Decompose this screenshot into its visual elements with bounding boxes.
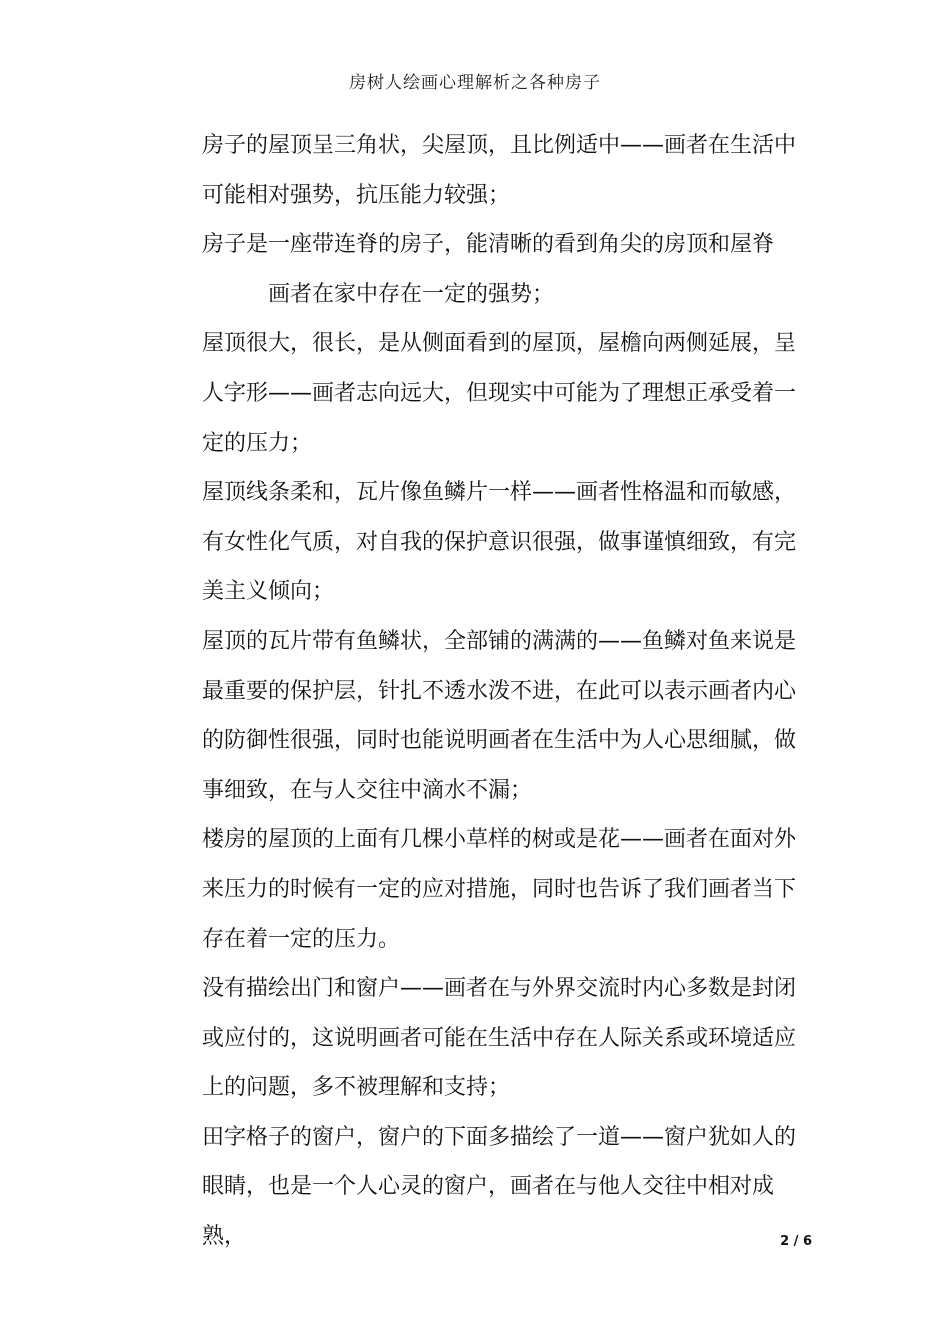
page-header-title: 房树人绘画心理解析之各种房子 <box>349 73 601 93</box>
page-number: 2 / 6 <box>780 1234 812 1249</box>
paragraph-connected-ridge: 房子是一座带连脊的房子，能清晰的看到角尖的房顶和屋脊 <box>202 232 775 258</box>
document-body <box>202 121 812 1262</box>
paragraph-fish-scale-tiles: 屋顶的瓦片带有鱼鳞状，全部铺的满满的——鱼鳞对鱼来说是最重要的保护层，针扎不透水泼不进，在此可以表示画者内心的防御性很强，同时也能说明画者在生活中为人心思细腻，做事细致，在与人交往中滴水不漏； <box>202 628 797 803</box>
paragraph-roof-triangle: 房子的屋顶呈三角状，尖屋顶，且比例适中——画者在生活中可能相对强势，抗压能力较强； <box>202 133 797 208</box>
paragraph-soft-roof-lines: 屋顶线条柔和，瓦片像鱼鳞片一样——画者性格温和而敏感，有女性化气质，对自我的保护意识很强，做事谨慎细致，有完美主义倾向； <box>202 480 797 605</box>
paragraph-plants-on-roof: 楼房的屋顶的上面有几棵小草样的树或是花——画者在面对外来压力的时候有一定的应对措施，同时也告诉了我们画者当下存在着一定的压力。 <box>202 827 797 952</box>
paragraph-large-roof: 屋顶很大，很长，是从侧面看到的屋顶，屋檐向两侧延展，呈人字形——画者志向远大，但现实中可能为了理想正承受着一定的压力； <box>202 331 797 456</box>
paragraph-ridge-meaning: 画者在家中存在一定的强势； <box>268 281 555 307</box>
paragraph-no-doors-windows: 没有描绘出门和窗户——画者在与外界交流时内心多数是封闭或应付的，这说明画者可能在生活中存在人际关系或环境适应上的问题，多不被理解和支持； <box>202 976 797 1101</box>
paragraph-grid-windows: 田字格子的窗户，窗户的下面多描绘了一道——窗户犹如人的眼睛，也是一个人心灵的窗户，画者在与他人交往中相对成熟， <box>202 1124 797 1250</box>
